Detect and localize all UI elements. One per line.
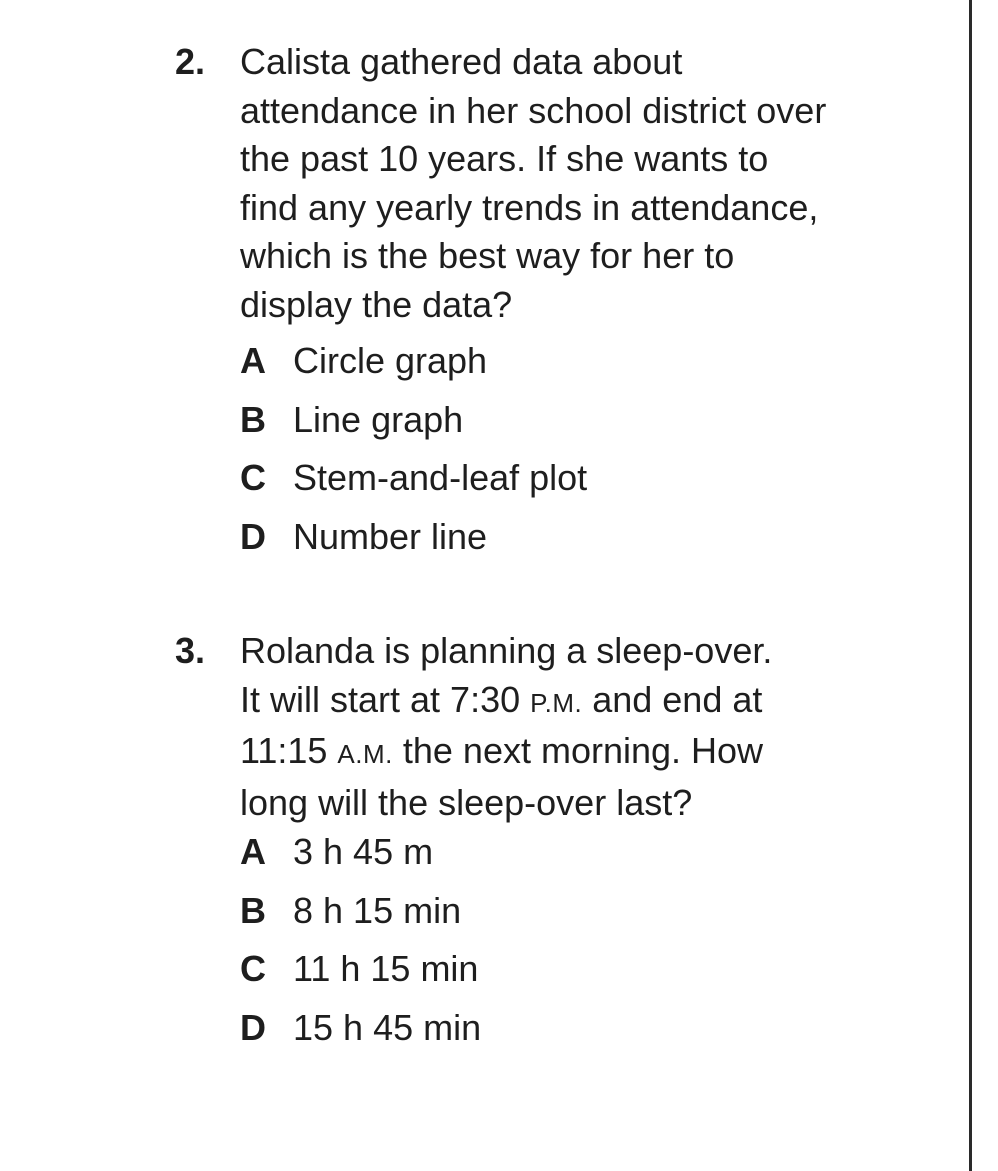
pm-abbreviation: P.M. bbox=[530, 687, 583, 718]
answer-choice-a[interactable] bbox=[240, 341, 940, 400]
stem-text: 11:15 bbox=[240, 730, 338, 771]
question-stem-line: long will the sleep-over last? bbox=[240, 781, 693, 823]
question-number: 2. bbox=[175, 41, 206, 82]
choice-letter: A bbox=[240, 831, 266, 872]
question-stem-line: attendance in her school district over bbox=[240, 89, 827, 131]
question-stem-line: display the data? bbox=[240, 283, 513, 325]
choice-text: Stem-and-leaf plot bbox=[293, 457, 588, 498]
question-stem-line: Calista gathered data about bbox=[240, 41, 683, 82]
choice-text: Number line bbox=[293, 515, 488, 557]
choice-text: Line graph bbox=[293, 398, 464, 440]
choice-text: Circle graph bbox=[293, 340, 488, 381]
choice-text: 3 h 45 m bbox=[293, 831, 434, 872]
answer-choice-a[interactable] bbox=[240, 832, 940, 891]
answer-choices-q2 bbox=[240, 341, 940, 575]
stem-text: It will start at 7:30 bbox=[240, 678, 531, 720]
choice-text: 8 h 15 min bbox=[293, 889, 462, 931]
answer-choice-b[interactable] bbox=[240, 400, 940, 459]
am-abbreviation: A.M. bbox=[337, 739, 393, 769]
question-stem-line bbox=[240, 676, 940, 728]
answer-choice-c[interactable] bbox=[240, 949, 940, 1008]
question-stem-line: the past 10 years. If she wants to bbox=[240, 138, 769, 179]
stem-text: and end at bbox=[582, 678, 763, 720]
choice-letter: B bbox=[240, 889, 266, 931]
choice-letter: A bbox=[240, 340, 266, 381]
answer-choice-c[interactable] bbox=[240, 458, 940, 517]
question-number: 3. bbox=[175, 630, 206, 671]
stem-text: the next morning. How bbox=[392, 730, 764, 771]
choice-letter: C bbox=[240, 457, 266, 498]
answer-choices-q3 bbox=[240, 832, 940, 1066]
question-stem-line: find any yearly trends in attendance, bbox=[240, 186, 819, 228]
question-stem-line bbox=[240, 727, 940, 779]
choice-letter: D bbox=[240, 1006, 266, 1048]
answer-choice-d[interactable] bbox=[240, 1008, 940, 1067]
choice-letter: C bbox=[240, 948, 266, 989]
choice-text: 15 h 45 min bbox=[293, 1006, 482, 1048]
page-right-border bbox=[969, 0, 972, 1171]
question-stem-line: which is the best way for her to bbox=[240, 235, 735, 276]
choice-text: 11 h 15 min bbox=[293, 948, 479, 989]
choice-letter: B bbox=[240, 398, 266, 440]
answer-choice-b[interactable] bbox=[240, 891, 940, 950]
question-stem bbox=[240, 627, 940, 827]
question-stem-line: Rolanda is planning a sleep-over. bbox=[240, 630, 773, 671]
choice-letter: D bbox=[240, 515, 266, 557]
question-stem bbox=[240, 38, 940, 329]
answer-choice-d[interactable] bbox=[240, 517, 940, 576]
